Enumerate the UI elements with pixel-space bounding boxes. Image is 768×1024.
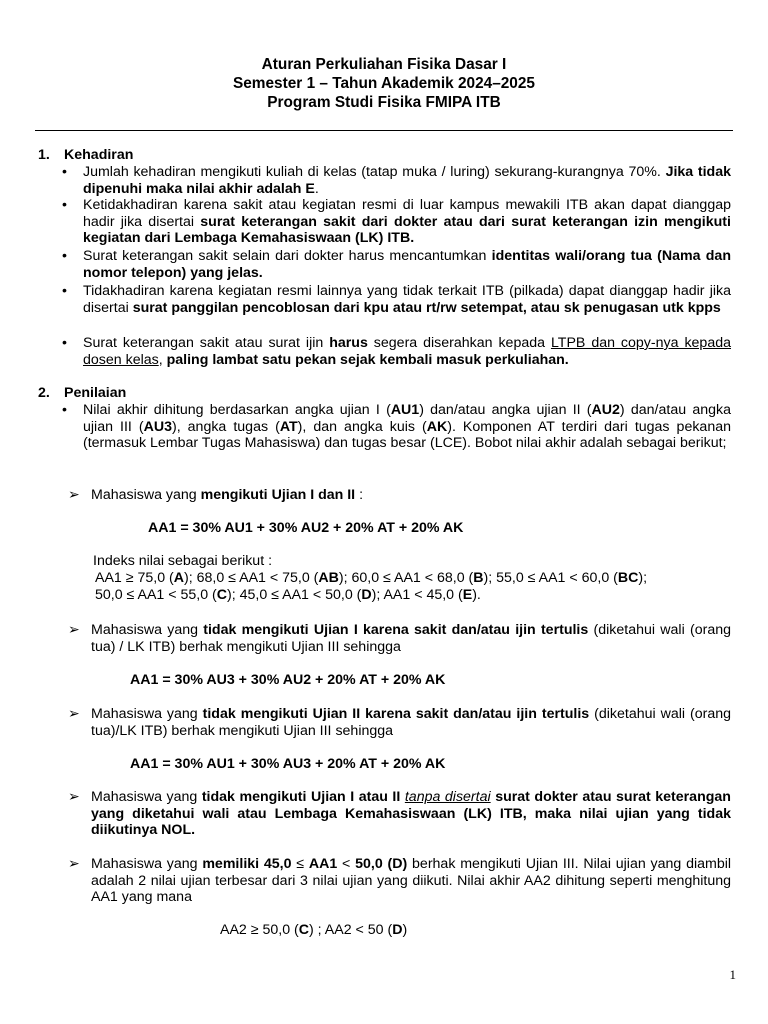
text-bold: AK: [426, 418, 448, 435]
attendance-rule-4: [83, 283, 731, 316]
text: Mahasiswa yang: [91, 706, 203, 722]
attendance-rule-2: [83, 197, 731, 247]
text-bold: memiliki 45,0: [202, 856, 292, 872]
index-line-1: [95, 570, 647, 587]
grade: E: [462, 587, 473, 603]
text-bold: tidak mengikuti Ujian II karena sakit dan/atau ijin tertulis: [202, 706, 590, 722]
text: Tidakhadiran karena kegiatan resmi lainnya yang tidak terkait ITB (pilkada) dapat dianggap hadir jika disertai: [83, 283, 731, 316]
text: ,: [158, 351, 167, 368]
text: ) dan/atau angka ujian II (: [419, 402, 592, 418]
arrow-icon: ➢: [68, 706, 80, 722]
attendance-rule-5: [83, 335, 731, 368]
grading-rule: [83, 402, 731, 452]
section-title: Kehadiran: [64, 147, 134, 163]
grade: D: [361, 587, 372, 603]
formula-case-5: [220, 922, 407, 939]
text: Mahasiswa yang: [91, 856, 203, 872]
text-bold: AU1: [390, 402, 420, 418]
text: Nilai akhir dihitung berdasarkan angka ujian I (: [83, 402, 391, 418]
text: ≤: [291, 856, 309, 872]
text: );: [638, 570, 648, 586]
grade: C: [298, 922, 310, 938]
text: Surat keterangan sakit atau surat ijin: [83, 335, 330, 351]
attendance-rule-3: [83, 248, 731, 281]
text-bold: AU3: [143, 418, 172, 435]
text-bold: tidak mengikuti Ujian I atau II: [201, 789, 401, 805]
text: berhak mengikuti Ujian III. Nilai ujian yang diambil adalah 2 nilai ujian terbesar dari 3 nilai ujian yang diikuti. Nilai akhir AA2 dihitung seperti menghitung AA1 yang mana: [91, 856, 732, 906]
index-line-2: [95, 587, 481, 604]
case-5-text: [91, 856, 731, 906]
title-line-1: Aturan Perkuliahan Fisika Dasar I: [261, 56, 507, 73]
arrow-icon: ➢: [68, 622, 80, 638]
text: Surat keterangan sakit selain dari dokter harus mencantumkan: [83, 248, 492, 264]
bullet-icon: •: [62, 335, 67, 351]
text: Ketidakhadiran karena sakit atau kegiatan resmi di luar kampus mewakili ITB akan dapat dianggap hadir jika disertai: [83, 197, 731, 230]
text: ); 45,0 ≤ AA1 < 50,0 (: [227, 587, 362, 603]
bullet-icon: •: [62, 197, 67, 213]
grade: AB: [318, 570, 339, 586]
text-bold: surat panggilan pencoblosan dari kpu atau rt/rw setempat, atau sk penugasan utk kpps: [132, 299, 721, 316]
case-2-text: [91, 622, 731, 655]
text: 50,0 ≤ AA1 < 55,0 (: [95, 587, 217, 603]
text: ); 68,0 ≤ AA1 < 75,0 (: [184, 570, 319, 586]
text-bold: mengikuti Ujian I dan II: [200, 487, 356, 503]
page-number: 1: [729, 967, 736, 982]
text-bold: surat dokter atau surat keterangan yang diketahui wali atau Lembaga Kemahasiswaan (LK) ITB, maka nilai ujian yang tidak diikutinya NOL.: [91, 789, 731, 839]
text-bold: tidak mengikuti Ujian I karena sakit dan/atau ijin tertulis: [203, 622, 589, 638]
text-italic-underlined: tanpa disertai: [404, 789, 491, 805]
text: segera diserahkan kepada: [367, 335, 551, 351]
text-bold: harus: [329, 335, 368, 351]
text-bold: AT: [279, 418, 298, 435]
text: ).: [472, 587, 481, 603]
formula-case-2: AA1 = 30% AU3 + 30% AU2 + 20% AT + 20% AK: [130, 672, 446, 688]
formula-case-3: AA1 = 30% AU1 + 30% AU3 + 20% AT + 20% AK: [130, 756, 446, 772]
section-number: 2.: [38, 385, 50, 401]
grade: A: [173, 570, 185, 586]
grade: C: [216, 587, 228, 603]
section-2-heading: [38, 385, 126, 402]
text: Mahasiswa yang: [91, 622, 204, 638]
case-4-text: [91, 789, 731, 839]
text: Mahasiswa yang: [91, 789, 202, 805]
text-bold: identitas wali/orang tua (Nama dan nomor telepon) yang jelas.: [83, 248, 731, 281]
title-divider: [35, 130, 733, 131]
formula-case-1: AA1 = 30% AU1 + 30% AU2 + 20% AT + 20% AK: [148, 520, 464, 536]
section-number: 1.: [38, 147, 50, 163]
text: Mahasiswa yang: [91, 487, 201, 503]
text-bold: Jika tidak dipenuhi maka nilai akhir adalah E: [83, 164, 731, 197]
grade: BC: [617, 570, 639, 586]
arrow-icon: ➢: [68, 856, 80, 872]
text: ); 55,0 ≤ AA1 < 60,0 (: [483, 570, 618, 586]
text: AA2 ≥ 50,0 (: [220, 922, 299, 938]
grade: B: [473, 570, 484, 586]
text-bold: surat keterangan sakit dari dokter atau dari surat keterangan izin mengikuti kegiatan dari Lembaga Kemahasiswaan (LK) ITB.: [83, 213, 731, 247]
section-title: Penilaian: [64, 385, 127, 401]
index-title: Indeks nilai sebagai berikut :: [93, 553, 273, 569]
arrow-icon: ➢: [68, 487, 80, 503]
text: <: [337, 856, 356, 872]
bullet-icon: •: [62, 283, 67, 299]
title-line-2: Semester 1 – Tahun Akademik 2024–2025: [232, 75, 535, 92]
text-bold: paling lambat satu pekan sejak kembali masuk perkuliahan.: [166, 351, 569, 368]
bullet-icon: •: [62, 248, 67, 264]
text: ), dan angka kuis (: [297, 418, 427, 435]
text-underlined: LTPB dan copy-nya kepada dosen kelas: [83, 335, 731, 368]
case-3-text: [91, 706, 731, 739]
text: ); AA1 < 45,0 (: [371, 587, 463, 603]
section-1-heading: [38, 147, 133, 164]
attendance-rule-1: [83, 164, 731, 197]
text-bold: 50,0 (D): [355, 856, 408, 872]
text: ): [402, 922, 408, 938]
text: ) dan/atau angka ujian III (: [83, 402, 731, 435]
bullet-icon: •: [62, 164, 67, 180]
text: ), angka tugas (: [171, 418, 280, 435]
text: ); 60,0 ≤ AA1 < 68,0 (: [338, 570, 474, 586]
text: ) ; AA2 < 50 (: [309, 922, 393, 938]
text: Jumlah kehadiran mengikuti kuliah di kelas (tatap muka / luring) sekurang-kurangnya 70%.: [83, 164, 666, 180]
title-line-3: Program Studi Fisika FMIPA ITB: [267, 94, 501, 111]
text-bold: AU2: [591, 402, 620, 418]
case-1-text: [91, 487, 731, 504]
text: (diketahui wali (orang tua) / LK ITB) berhak mengikuti Ujian III sehingga: [91, 622, 731, 655]
arrow-icon: ➢: [68, 789, 80, 805]
text-bold: AA1: [308, 856, 338, 872]
bullet-icon: •: [62, 402, 67, 418]
text: .: [314, 180, 319, 197]
text: AA1 ≥ 75,0 (: [95, 570, 174, 586]
document-title: [0, 55, 768, 112]
text: :: [355, 487, 364, 503]
grade: D: [392, 922, 403, 938]
text: (diketahui wali (orang tua)/LK ITB) berhak mengikuti Ujian III sehingga: [91, 706, 731, 739]
text: ). Komponen AT terdiri dari tugas pekanan (termasuk Lembar Tugas Mahasiswa) dan tugas besar (LCE). Bobot nilai akhir adalah sebagai berikut;: [83, 418, 731, 452]
